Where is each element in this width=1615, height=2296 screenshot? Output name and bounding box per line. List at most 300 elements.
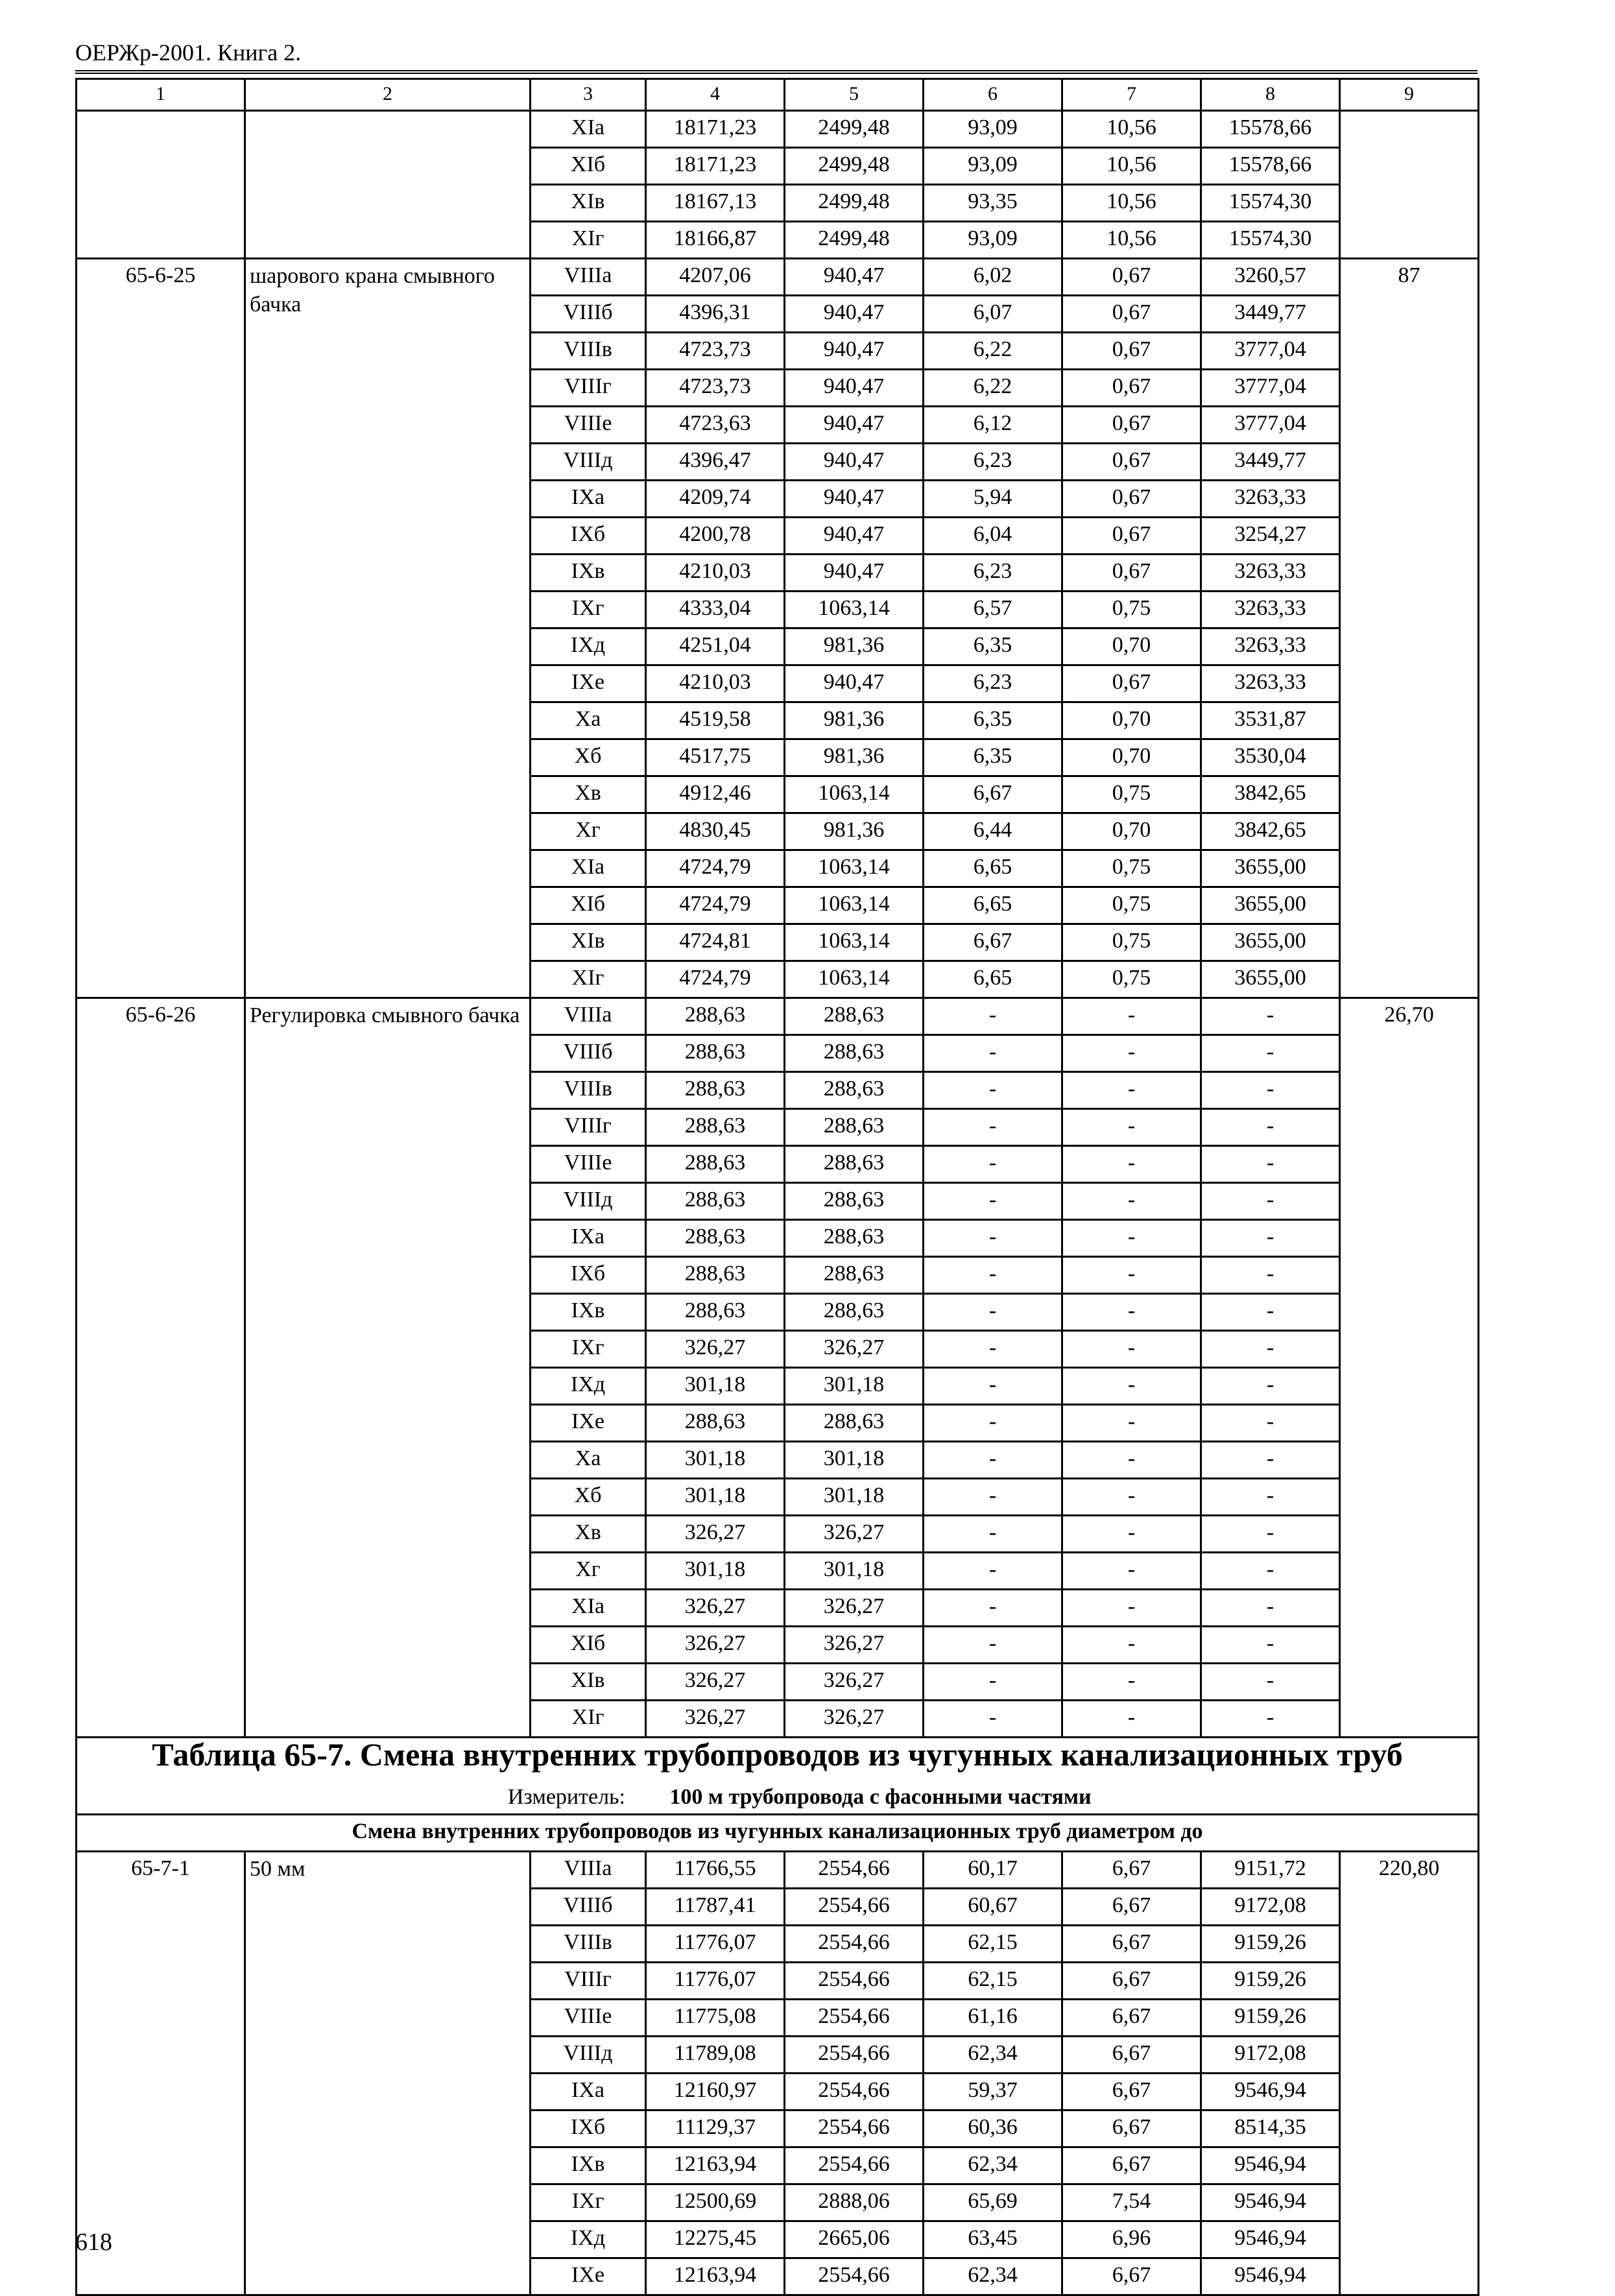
value-cell: 288,63 <box>646 1035 785 1072</box>
value-cell: 0,67 <box>1062 665 1201 702</box>
value-cell: 4724,79 <box>646 850 785 887</box>
name-cell <box>245 111 531 259</box>
mode-cell: Xг <box>531 1553 646 1590</box>
value-cell: 288,63 <box>646 1183 785 1220</box>
value-cell: 301,18 <box>646 1368 785 1405</box>
value-cell: 9159,26 <box>1201 1926 1340 1963</box>
value-cell: 301,18 <box>785 1442 924 1479</box>
value-cell: 6,35 <box>924 628 1062 665</box>
column-number-row <box>77 79 1479 111</box>
value-cell: - <box>1201 1035 1340 1072</box>
value-cell: 0,67 <box>1062 259 1201 296</box>
value-cell: - <box>1201 1701 1340 1738</box>
section-title: Таблица 65-7. Смена внутренних трубопроводов из чугунных канализационных труб <box>77 1738 1479 1782</box>
value-cell: 6,67 <box>1062 2000 1201 2037</box>
mode-cell: XIб <box>531 1627 646 1664</box>
value-cell: - <box>924 1664 1062 1701</box>
value-cell: 6,35 <box>924 739 1062 776</box>
mode-cell: XIа <box>531 1590 646 1627</box>
value-cell: - <box>1201 1553 1340 1590</box>
value-cell: 3531,87 <box>1201 702 1340 739</box>
value-cell: 0,75 <box>1062 850 1201 887</box>
mode-cell: VIIIд <box>531 2037 646 2074</box>
value-cell: 0,75 <box>1062 961 1201 998</box>
value-cell: 3842,65 <box>1201 813 1340 850</box>
value-cell: 3655,00 <box>1201 850 1340 887</box>
code-cell: 65-7-1 <box>77 1852 245 2295</box>
value-cell: - <box>924 1553 1062 1590</box>
col9-cell: 220,80 <box>1340 1852 1479 2295</box>
value-cell: 940,47 <box>785 665 924 702</box>
value-cell: 12500,69 <box>646 2184 785 2221</box>
value-cell: 11789,08 <box>646 2037 785 2074</box>
value-cell: 3263,33 <box>1201 481 1340 518</box>
value-cell: - <box>924 1479 1062 1516</box>
value-cell: 326,27 <box>646 1590 785 1627</box>
value-cell: 15578,66 <box>1201 111 1340 148</box>
value-cell: 11787,41 <box>646 1889 785 1926</box>
value-cell: 326,27 <box>785 1516 924 1553</box>
measure-row <box>77 1781 1479 1815</box>
value-cell: 6,67 <box>1062 1926 1201 1963</box>
value-cell: 6,23 <box>924 444 1062 481</box>
value-cell: - <box>1201 1294 1340 1331</box>
value-cell: 4207,06 <box>646 259 785 296</box>
value-cell: 0,70 <box>1062 628 1201 665</box>
mode-cell: IXг <box>531 592 646 628</box>
mode-cell: VIIIе <box>531 1146 646 1183</box>
value-cell: 0,70 <box>1062 813 1201 850</box>
mode-cell: VIIIа <box>531 1852 646 1889</box>
value-cell: - <box>924 1405 1062 1442</box>
mode-cell: VIIIб <box>531 1889 646 1926</box>
value-cell: 326,27 <box>646 1664 785 1701</box>
mode-cell: Xг <box>531 813 646 850</box>
value-cell: 2554,66 <box>785 2147 924 2184</box>
value-cell: 9159,26 <box>1201 2000 1340 2037</box>
value-cell: 301,18 <box>646 1442 785 1479</box>
mode-cell: IXг <box>531 1331 646 1368</box>
value-cell: - <box>1062 1109 1201 1146</box>
value-cell: 3449,77 <box>1201 444 1340 481</box>
name-cell: шарового крана смывного бачка <box>245 259 531 998</box>
value-cell: 9172,08 <box>1201 2037 1340 2074</box>
value-cell: 326,27 <box>646 1627 785 1664</box>
value-cell: 288,63 <box>646 1146 785 1183</box>
mode-cell: XIв <box>531 185 646 222</box>
value-cell: 288,63 <box>785 1220 924 1257</box>
name-cell: 50 мм <box>245 1852 531 2295</box>
value-cell: 3530,04 <box>1201 739 1340 776</box>
mode-cell: IXг <box>531 2184 646 2221</box>
mode-cell: VIIIд <box>531 444 646 481</box>
value-cell: 6,12 <box>924 407 1062 444</box>
value-cell: 9546,94 <box>1201 2147 1340 2184</box>
mode-cell: VIIIб <box>531 296 646 333</box>
mode-cell: IXб <box>531 518 646 555</box>
value-cell: - <box>1062 1590 1201 1627</box>
group-title-row <box>77 1815 1479 1852</box>
value-cell: - <box>1201 1516 1340 1553</box>
value-cell: - <box>924 1331 1062 1368</box>
value-cell: 4200,78 <box>646 518 785 555</box>
mode-cell: IXв <box>531 2147 646 2184</box>
value-cell: 940,47 <box>785 259 924 296</box>
value-cell: - <box>1201 1109 1340 1146</box>
value-cell: 326,27 <box>785 1701 924 1738</box>
mode-cell: VIIIа <box>531 259 646 296</box>
value-cell: 9546,94 <box>1201 2074 1340 2111</box>
mode-cell: Xв <box>531 1516 646 1553</box>
mode-cell: VIIIе <box>531 407 646 444</box>
value-cell: 3263,33 <box>1201 555 1340 592</box>
value-cell: 940,47 <box>785 333 924 370</box>
value-cell: 940,47 <box>785 481 924 518</box>
value-cell: 9546,94 <box>1201 2184 1340 2221</box>
mode-cell: VIIIд <box>531 1183 646 1220</box>
value-cell: 18167,13 <box>646 185 785 222</box>
value-cell: 10,56 <box>1062 148 1201 185</box>
value-cell: 4396,47 <box>646 444 785 481</box>
value-cell: 7,54 <box>1062 2184 1201 2221</box>
mode-cell: IXб <box>531 1257 646 1294</box>
value-cell: 4209,74 <box>646 481 785 518</box>
mode-cell: XIг <box>531 1701 646 1738</box>
mode-cell: IXб <box>531 2111 646 2147</box>
mode-cell: IXа <box>531 1220 646 1257</box>
value-cell: 6,65 <box>924 887 1062 924</box>
mode-cell: XIв <box>531 1664 646 1701</box>
value-cell: - <box>924 1183 1062 1220</box>
value-cell: 2554,66 <box>785 2074 924 2111</box>
value-cell: - <box>924 1516 1062 1553</box>
value-cell: 61,16 <box>924 2000 1062 2037</box>
value-cell: - <box>1062 1035 1201 1072</box>
value-cell: 0,67 <box>1062 444 1201 481</box>
value-cell: - <box>1201 1220 1340 1257</box>
mode-cell: VIIIг <box>531 370 646 407</box>
value-cell: 3449,77 <box>1201 296 1340 333</box>
value-cell: 288,63 <box>785 1294 924 1331</box>
page-number: 618 <box>75 2229 112 2256</box>
value-cell: 3777,04 <box>1201 333 1340 370</box>
table-row <box>77 259 1479 296</box>
mode-cell: XIб <box>531 887 646 924</box>
value-cell: 301,18 <box>646 1479 785 1516</box>
col9-cell: 87 <box>1340 259 1479 998</box>
mode-cell: Xб <box>531 739 646 776</box>
value-cell: 288,63 <box>785 998 924 1035</box>
value-cell: - <box>1062 1072 1201 1109</box>
value-cell: 0,67 <box>1062 370 1201 407</box>
value-cell: - <box>924 1257 1062 1294</box>
value-cell: 4519,58 <box>646 702 785 739</box>
value-cell: 3263,33 <box>1201 628 1340 665</box>
value-cell: 1063,14 <box>785 850 924 887</box>
value-cell: 2888,06 <box>785 2184 924 2221</box>
value-cell: 288,63 <box>646 998 785 1035</box>
value-cell: 326,27 <box>785 1590 924 1627</box>
value-cell: - <box>1062 1294 1201 1331</box>
mode-cell: XIг <box>531 222 646 259</box>
value-cell: 15574,30 <box>1201 185 1340 222</box>
value-cell: 1063,14 <box>785 961 924 998</box>
value-cell: 326,27 <box>646 1701 785 1738</box>
value-cell: 6,04 <box>924 518 1062 555</box>
mode-cell: VIIIг <box>531 1109 646 1146</box>
value-cell: - <box>1201 1479 1340 1516</box>
value-cell: 0,75 <box>1062 887 1201 924</box>
value-cell: 940,47 <box>785 370 924 407</box>
value-cell: 18166,87 <box>646 222 785 259</box>
value-cell: 10,56 <box>1062 185 1201 222</box>
value-cell: 288,63 <box>785 1035 924 1072</box>
mode-cell: Xб <box>531 1479 646 1516</box>
value-cell: 288,63 <box>646 1072 785 1109</box>
measure-value: 100 м трубопровода с фасонными частями <box>669 1785 1092 1809</box>
value-cell: 60,17 <box>924 1852 1062 1889</box>
value-cell: 4210,03 <box>646 665 785 702</box>
price-table <box>75 78 1479 2296</box>
mode-cell: VIIIг <box>531 1963 646 2000</box>
value-cell: 288,63 <box>785 1257 924 1294</box>
value-cell: 288,63 <box>785 1109 924 1146</box>
value-cell: 3777,04 <box>1201 370 1340 407</box>
value-cell: 1063,14 <box>785 592 924 628</box>
value-cell: 3260,57 <box>1201 259 1340 296</box>
value-cell: 4724,79 <box>646 887 785 924</box>
column-number: 8 <box>1201 79 1340 111</box>
table-row <box>77 998 1479 1035</box>
value-cell: - <box>924 1368 1062 1405</box>
value-cell: 12163,94 <box>646 2258 785 2295</box>
value-cell: 4723,63 <box>646 407 785 444</box>
code-cell: 65-6-26 <box>77 998 245 1738</box>
col9-cell <box>1340 111 1479 259</box>
value-cell: - <box>1062 1257 1201 1294</box>
value-cell: 3655,00 <box>1201 924 1340 961</box>
value-cell: 3263,33 <box>1201 665 1340 702</box>
value-cell: 62,15 <box>924 1963 1062 2000</box>
col9-cell: 26,70 <box>1340 998 1479 1738</box>
value-cell: 4517,75 <box>646 739 785 776</box>
value-cell: 1063,14 <box>785 887 924 924</box>
value-cell: - <box>1062 1516 1201 1553</box>
value-cell: 2499,48 <box>785 111 924 148</box>
value-cell: 1063,14 <box>785 924 924 961</box>
mode-cell: IXа <box>531 2074 646 2111</box>
value-cell: 2554,66 <box>785 1926 924 1963</box>
value-cell: 11776,07 <box>646 1963 785 2000</box>
value-cell: - <box>924 1035 1062 1072</box>
measure-cell <box>77 1781 1479 1815</box>
value-cell: 6,23 <box>924 665 1062 702</box>
value-cell: 301,18 <box>646 1553 785 1590</box>
value-cell: 6,07 <box>924 296 1062 333</box>
value-cell: 62,34 <box>924 2147 1062 2184</box>
column-number: 7 <box>1062 79 1201 111</box>
value-cell: 981,36 <box>785 739 924 776</box>
value-cell: 4723,73 <box>646 333 785 370</box>
value-cell: - <box>924 998 1062 1035</box>
mode-cell: XIв <box>531 924 646 961</box>
value-cell: 10,56 <box>1062 222 1201 259</box>
value-cell: 6,67 <box>1062 2037 1201 2074</box>
value-cell: - <box>924 1442 1062 1479</box>
value-cell: 10,56 <box>1062 111 1201 148</box>
mode-cell: Xа <box>531 702 646 739</box>
value-cell: 288,63 <box>646 1257 785 1294</box>
value-cell: 9159,26 <box>1201 1963 1340 2000</box>
value-cell: - <box>1062 1220 1201 1257</box>
value-cell: 2499,48 <box>785 222 924 259</box>
value-cell: 326,27 <box>785 1627 924 1664</box>
value-cell: 11766,55 <box>646 1852 785 1889</box>
value-cell: 11776,07 <box>646 1926 785 1963</box>
value-cell: 0,67 <box>1062 407 1201 444</box>
section-title-row <box>77 1738 1479 1782</box>
mode-cell: VIIIб <box>531 1035 646 1072</box>
column-number: 2 <box>245 79 531 111</box>
mode-cell: Xв <box>531 776 646 813</box>
value-cell: - <box>1201 1183 1340 1220</box>
value-cell: 6,67 <box>1062 2147 1201 2184</box>
value-cell: 940,47 <box>785 296 924 333</box>
table-row <box>77 111 1479 148</box>
value-cell: - <box>1062 1368 1201 1405</box>
value-cell: 0,70 <box>1062 739 1201 776</box>
group-title: Смена внутренних трубопроводов из чугунных канализационных труб диаметром до <box>77 1815 1479 1852</box>
mode-cell: VIIIа <box>531 998 646 1035</box>
value-cell: 2499,48 <box>785 185 924 222</box>
value-cell: - <box>924 1109 1062 1146</box>
value-cell: 1063,14 <box>785 776 924 813</box>
value-cell: 981,36 <box>785 813 924 850</box>
value-cell: - <box>1201 1590 1340 1627</box>
value-cell: 4723,73 <box>646 370 785 407</box>
value-cell: 0,67 <box>1062 555 1201 592</box>
value-cell: - <box>1201 1072 1340 1109</box>
column-number: 3 <box>531 79 646 111</box>
value-cell: 6,67 <box>1062 2111 1201 2147</box>
value-cell: 6,67 <box>1062 1889 1201 1926</box>
value-cell: 2665,06 <box>785 2221 924 2258</box>
value-cell: 12275,45 <box>646 2221 785 2258</box>
value-cell: 981,36 <box>785 628 924 665</box>
value-cell: 0,70 <box>1062 702 1201 739</box>
mode-cell: VIIIв <box>531 1926 646 1963</box>
value-cell: 59,37 <box>924 2074 1062 2111</box>
value-cell: 288,63 <box>646 1294 785 1331</box>
value-cell: - <box>1062 1479 1201 1516</box>
value-cell: 326,27 <box>785 1331 924 1368</box>
value-cell: 62,15 <box>924 1926 1062 1963</box>
value-cell: 301,18 <box>785 1368 924 1405</box>
column-number: 9 <box>1340 79 1479 111</box>
value-cell: - <box>1201 1664 1340 1701</box>
value-cell: 4912,46 <box>646 776 785 813</box>
value-cell: - <box>1201 1405 1340 1442</box>
value-cell: 18171,23 <box>646 111 785 148</box>
value-cell: 326,27 <box>785 1664 924 1701</box>
name-cell: Регулировка смывного бачка <box>245 998 531 1738</box>
mode-cell: XIг <box>531 961 646 998</box>
mode-cell: VIIIв <box>531 1072 646 1109</box>
value-cell: 93,09 <box>924 111 1062 148</box>
value-cell: 4724,81 <box>646 924 785 961</box>
value-cell: 8514,35 <box>1201 2111 1340 2147</box>
value-cell: - <box>924 1627 1062 1664</box>
value-cell: 2554,66 <box>785 2000 924 2037</box>
mode-cell: IXд <box>531 2221 646 2258</box>
code-cell: 65-6-25 <box>77 259 245 998</box>
value-cell: 0,75 <box>1062 776 1201 813</box>
value-cell: - <box>924 1294 1062 1331</box>
column-number: 6 <box>924 79 1062 111</box>
mode-cell: XIа <box>531 850 646 887</box>
column-number: 1 <box>77 79 245 111</box>
value-cell: 940,47 <box>785 407 924 444</box>
column-number: 5 <box>785 79 924 111</box>
value-cell: 11129,37 <box>646 2111 785 2147</box>
value-cell: - <box>924 1590 1062 1627</box>
value-cell: - <box>1201 1368 1340 1405</box>
value-cell: 15578,66 <box>1201 148 1340 185</box>
value-cell: 6,44 <box>924 813 1062 850</box>
value-cell: 940,47 <box>785 444 924 481</box>
value-cell: 2499,48 <box>785 148 924 185</box>
measure-label: Измеритель: <box>507 1785 625 1809</box>
value-cell: 63,45 <box>924 2221 1062 2258</box>
value-cell: 4724,79 <box>646 961 785 998</box>
value-cell: 15574,30 <box>1201 222 1340 259</box>
value-cell: 288,63 <box>785 1183 924 1220</box>
value-cell: 3655,00 <box>1201 887 1340 924</box>
value-cell: 65,69 <box>924 2184 1062 2221</box>
value-cell: - <box>1201 1257 1340 1294</box>
value-cell: 6,22 <box>924 333 1062 370</box>
value-cell: 940,47 <box>785 518 924 555</box>
value-cell: 0,67 <box>1062 518 1201 555</box>
value-cell: 4830,45 <box>646 813 785 850</box>
value-cell: 4396,31 <box>646 296 785 333</box>
value-cell: - <box>1201 1627 1340 1664</box>
value-cell: - <box>924 1146 1062 1183</box>
value-cell: - <box>924 1220 1062 1257</box>
mode-cell: IXе <box>531 1405 646 1442</box>
value-cell: 4333,04 <box>646 592 785 628</box>
value-cell: 60,67 <box>924 1889 1062 1926</box>
value-cell: 288,63 <box>785 1146 924 1183</box>
value-cell: 12163,94 <box>646 2147 785 2184</box>
value-cell: 6,67 <box>1062 1852 1201 1889</box>
value-cell: 301,18 <box>785 1553 924 1590</box>
code-cell <box>77 111 245 259</box>
mode-cell: VIIIе <box>531 2000 646 2037</box>
value-cell: 3254,27 <box>1201 518 1340 555</box>
value-cell: 6,65 <box>924 850 1062 887</box>
value-cell: - <box>1062 1405 1201 1442</box>
value-cell: 301,18 <box>785 1479 924 1516</box>
value-cell: 3777,04 <box>1201 407 1340 444</box>
value-cell: - <box>1062 1183 1201 1220</box>
mode-cell: IXд <box>531 628 646 665</box>
value-cell: 981,36 <box>785 702 924 739</box>
value-cell: 93,09 <box>924 148 1062 185</box>
value-cell: 288,63 <box>785 1405 924 1442</box>
header-rule <box>75 70 1477 74</box>
value-cell: 0,67 <box>1062 296 1201 333</box>
